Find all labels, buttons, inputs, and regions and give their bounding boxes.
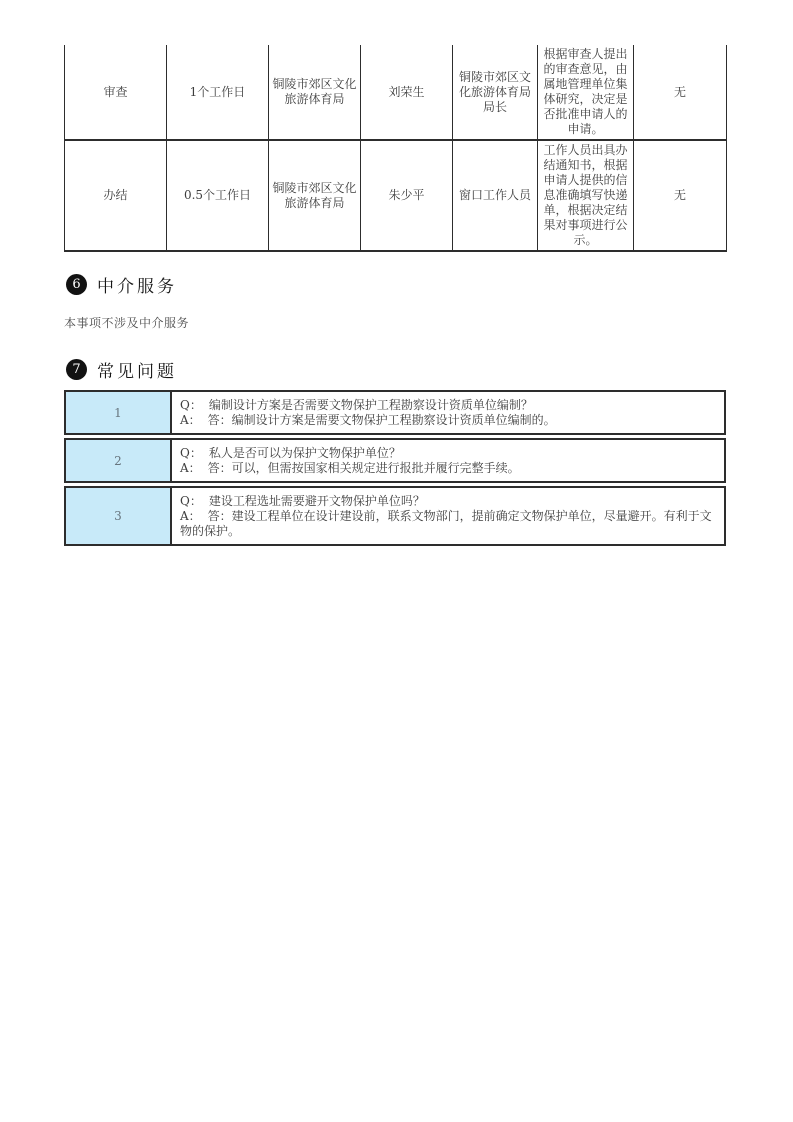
cell-remark: 无 — [634, 140, 727, 251]
faq-row — [64, 390, 726, 435]
cell-step: 办结 — [65, 140, 167, 251]
section-title: 常见问题 — [97, 361, 177, 382]
cell-position: 窗口工作人员 — [453, 140, 538, 251]
faq-question-text: 编制设计方案是否需要文物保护工程勘察设计资质单位编制？ — [208, 398, 533, 412]
cell-duration: 0.5个工作日 — [167, 140, 269, 251]
cell-duration: 1个工作日 — [167, 45, 269, 140]
section-header-intermediary-services — [66, 273, 726, 295]
section-title: 中介服务 — [97, 276, 177, 297]
q-label: Q： — [180, 446, 202, 460]
faq-row — [64, 486, 726, 546]
faq-question-text: 私人是否可以为保护文物保护单位？ — [208, 446, 401, 460]
faq-number-cell: 2 — [66, 440, 172, 481]
process-table — [64, 45, 727, 252]
q-label: Q： — [180, 494, 202, 508]
table-row-final — [65, 140, 727, 251]
faq-number-cell: 1 — [66, 392, 172, 433]
faq-number-cell: 3 — [66, 488, 172, 544]
section-number-badge: 6 — [66, 274, 87, 295]
cell-person: 朱少平 — [361, 140, 453, 251]
cell-unit: 铜陵市郊区文化旅游体育局 — [269, 140, 361, 251]
q-label: Q： — [180, 398, 202, 412]
cell-description: 工作人员出具办结通知书，根据申请人提供的信息准确填写快递单，根据决定结果对事项进行公示。 — [538, 140, 634, 251]
cell-person: 刘荣生 — [361, 45, 453, 140]
faq-row — [64, 438, 726, 483]
faq-answer-text: 答：建设工程单位在设计建设前，联系文物部门，提前确定文物保护单位，尽量避开。有利于文物的保护。 — [180, 509, 712, 538]
faq-table — [64, 390, 726, 546]
faq-question — [180, 494, 716, 509]
a-label: A： — [180, 461, 201, 475]
faq-content-cell — [172, 392, 724, 433]
faq-question — [180, 398, 716, 413]
table-row-review — [65, 45, 727, 140]
faq-content-cell — [172, 488, 724, 544]
section-header-faq — [66, 358, 726, 380]
faq-answer-text: 答：编制设计方案是需要文物保护工程勘察设计资质单位编制的。 — [207, 413, 556, 427]
cell-remark: 无 — [634, 45, 727, 140]
cell-step: 审查 — [65, 45, 167, 140]
faq-question — [180, 446, 716, 461]
faq-content-cell — [172, 440, 724, 481]
faq-answer-text: 答：可以，但需按国家相关规定进行报批并履行完整手续。 — [207, 461, 520, 475]
section-number-badge: 7 — [66, 359, 87, 380]
faq-answer — [180, 413, 716, 428]
faq-answer — [180, 509, 716, 539]
faq-question-text: 建设工程选址需要避开文物保护单位吗？ — [208, 494, 425, 508]
a-label: A： — [180, 413, 201, 427]
intermediary-note: 本事项不涉及中介服务 — [64, 316, 190, 330]
a-label: A： — [180, 509, 201, 523]
document-page — [0, 0, 793, 546]
cell-position: 铜陵市郊区文化旅游体育局局长 — [453, 45, 538, 140]
faq-answer — [180, 461, 716, 476]
cell-description: 根据审查人提出的审查意见，由属地管理单位集体研究，决定是否批准申请人的申请。 — [538, 45, 634, 140]
cell-unit: 铜陵市郊区文化旅游体育局 — [269, 45, 361, 140]
